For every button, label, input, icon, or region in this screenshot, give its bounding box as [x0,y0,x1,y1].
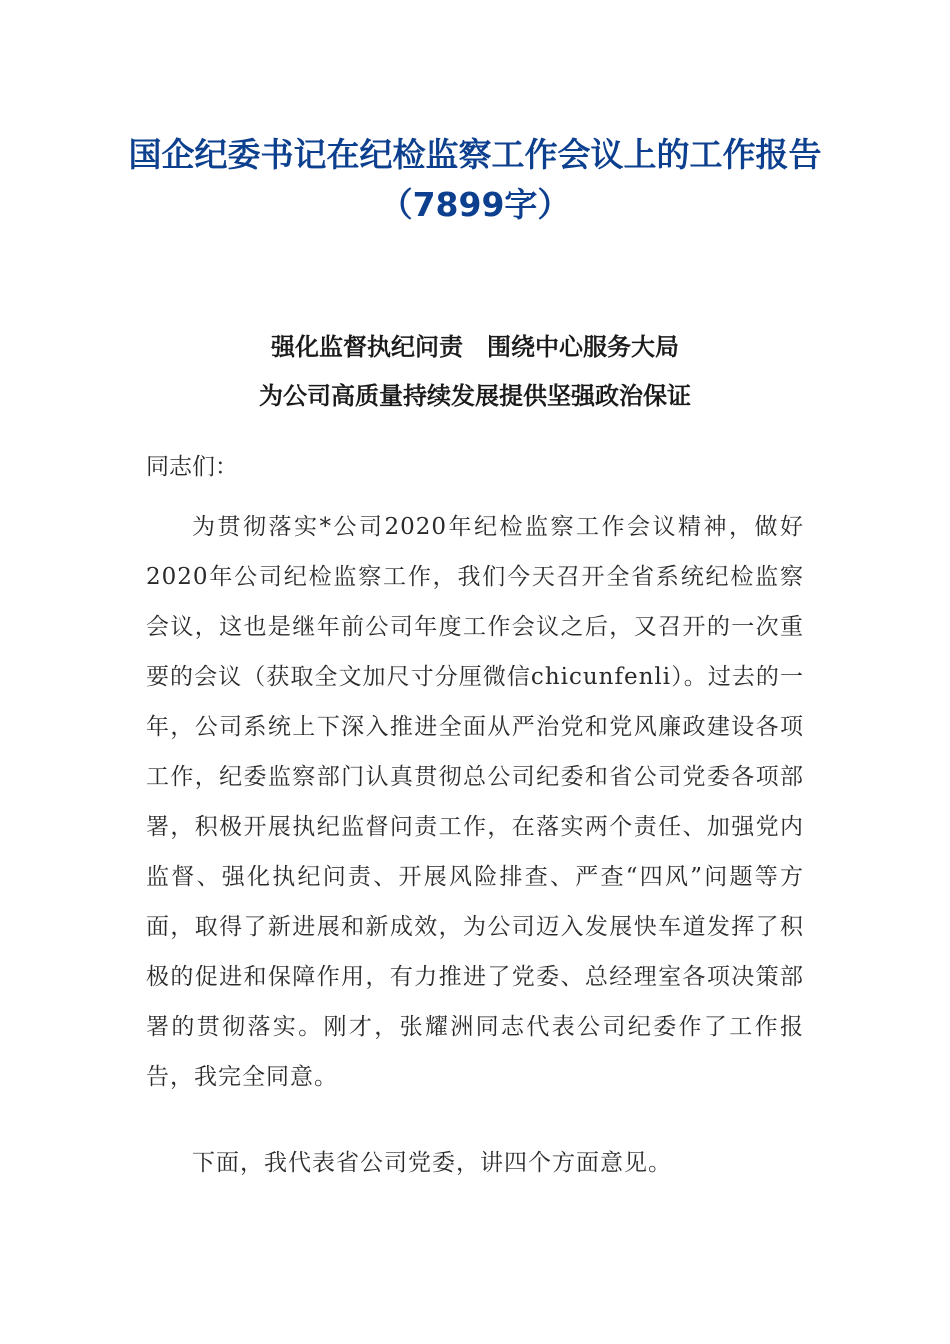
body-paragraph-1: 为贯彻落实*公司2020年纪检监察工作会议精神，做好2020年公司纪检监察工作，我们今天召开全省系统纪检监察会议，这也是继年前公司年度工作会议之后，又召开的一次重要的会议（获取全文加尺寸分厘微信chicunfenli）。过去的一年，公司系统上下深入推进全面从严治党和党风廉政建设各项工作，纪委监察部门认真贯彻总公司纪委和省公司党委各项部署，积极开展执纪监督问责工作，在落实两个责任、加强党内监督、强化执纪问责、开展风险排查、严查“四风”问题等方面，取得了新进展和新成效，为公司迈入发展快车道发挥了积极的促进和保障作用，有力推进了党委、总经理室各项决策部署的贯彻落实。刚才，张耀洲同志代表公司纪委作了工作报告，我完全同意。 [146,514,804,1090]
greeting: 同志们： [146,454,238,480]
subtitle-line-1: 强化监督执纪问责 围绕中心服务大局 [271,332,679,361]
subtitle-line-2: 为公司高质量持续发展提供坚强政治保证 [259,381,691,410]
body-paragraph-2: 下面，我代表省公司党委，讲四个方面意见。 [192,1150,672,1176]
document-title: 国企纪委书记在纪检监察工作会议上的工作报告（7899字） [128,135,822,224]
